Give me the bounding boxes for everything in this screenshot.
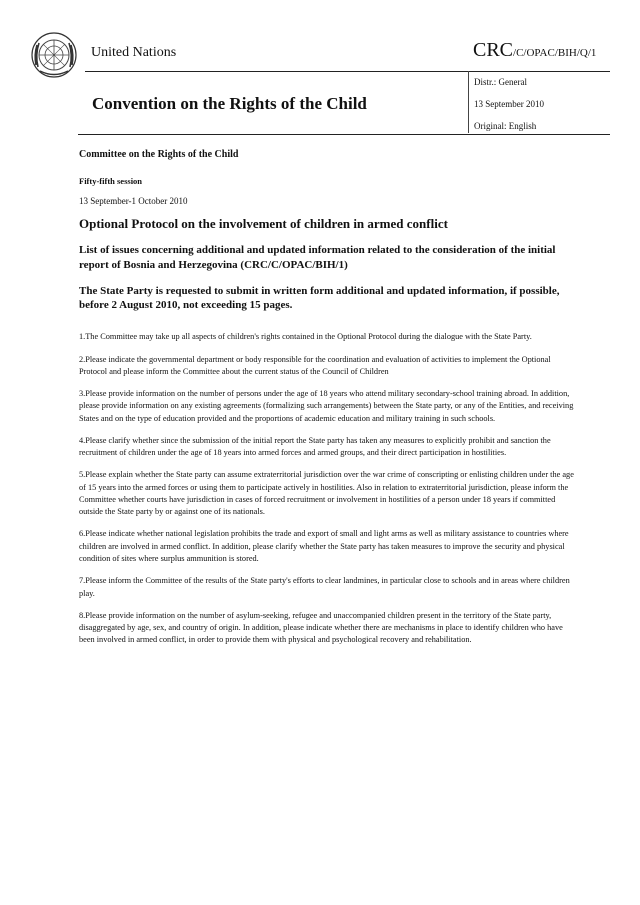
- submission-request: The State Party is requested to submit in written form additional and updated information, if possible, before 2 August 2010, not exceeding 15 pages.: [79, 284, 560, 312]
- issue-item-5: 5.Please explain whether the State party can assume extraterritorial jurisdiction over the war crime of conscripting or enlisting children under the age of 15 years into the armed forces or using them to participate actively in hostilities. Also in relation to extraterritorial jurisdiction, please inform the Committee whether courts have jurisdiction in cases of forced recruitment or involvement in hostilities of a person under 18 years if committed outside the State party by or against one of its nationals.: [79, 470, 574, 517]
- un-emblem-icon: [30, 31, 78, 79]
- header-rule-vertical: [468, 71, 469, 133]
- issues-title: List of issues concerning additional and updated information related to the consideration of the initial report of Bosnia and Herzegovina (CRC/C/OPAC/BIH/1): [79, 243, 556, 271]
- document-symbol-rest: /C/OPAC/BIH/Q/1: [513, 47, 597, 59]
- issue-item-1: 1.The Committee may take up all aspects of children's rights contained in the Optional Protocol during the dialogue with the State Party.: [79, 332, 532, 342]
- committee-name: Committee on the Rights of the Child: [79, 149, 239, 160]
- header-rule-bottom: [78, 134, 610, 135]
- issue-item-7: 7.Please inform the Committee of the results of the State party's efforts to clear landmines, in particular close to schools and in areas where children play.: [79, 576, 570, 598]
- session-dates: 13 September-1 October 2010: [79, 196, 188, 206]
- issue-item-6: 6.Please indicate whether national legislation prohibits the trade and export of small and light arms as well as military assistance to countries where children are involved in armed conflict. In addition, please clarify whether the State party has taken measures to improve the security and physical condition of sites where surplus ammunition is stored.: [79, 529, 569, 563]
- original-language: Original: English: [474, 121, 537, 131]
- header-rule-top: [85, 71, 610, 72]
- protocol-title: Optional Protocol on the involvement of children in armed conflict: [79, 216, 448, 231]
- document-symbol: [473, 39, 596, 62]
- distribution-label: Distr.: General: [474, 77, 527, 87]
- un-emblem: [30, 31, 78, 79]
- document-date: 13 September 2010: [474, 99, 544, 109]
- document-body: [79, 149, 576, 647]
- issue-item-3: 3.Please provide information on the number of persons under the age of 18 years who attend military secondary-school training abroad. In addition, please provide information on any existing agreements (formalizing such arrangements) between the State party, or any of the Entities, and receiving States and on the type of education provided and the proportions of academic education and military training in such schools.: [79, 389, 574, 423]
- organization-name: United Nations: [91, 45, 177, 60]
- convention-title: Convention on the Rights of the Child: [92, 94, 367, 113]
- session-label: Fifty-fifth session: [79, 176, 143, 186]
- issue-item-2: 2.Please indicate the governmental department or body responsible for the coordination and evaluation of activities to implement the Optional Protocol and please inform the Committee about the current status of the Council of Children: [79, 354, 551, 376]
- document-symbol-main: CRC: [473, 39, 514, 61]
- issues-list: [79, 331, 576, 646]
- issue-item-8: 8.Please provide information on the number of asylum-seeking, refugee and unaccompanied children present in the territory of the State party, disaggregated by age, sex, and country of origin. In addition, please indicate whether there are mechanisms in place to identify children who have been involved in armed conflict, in order to provide them with physical and psychological recovery and rehabilitation.: [79, 610, 563, 645]
- issue-item-4: 4.Please clarify whether since the submission of the initial report the State party has taken any measures to explicitly prohibit and sanction the recruitment of children under the age of 18 years into armed forces and armed groups, and their direct participation in hostilities.: [79, 435, 551, 458]
